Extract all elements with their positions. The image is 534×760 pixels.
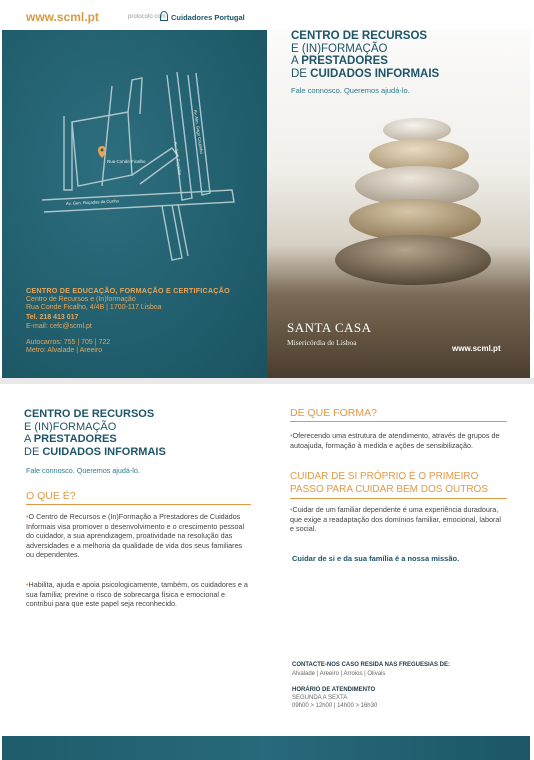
map-street-label: Av. Gen. Roçadas (173, 141, 183, 176)
hours-title (292, 687, 375, 693)
bullet-icon: • (290, 505, 293, 514)
section-title-o-que-e: O QUE É? (26, 490, 76, 502)
contact-areas: Alvalade | Areeiro | Arroios | Olivais (292, 671, 386, 677)
hours-times: 09h00 > 12h00 | 14h00 > 16h30 (292, 703, 378, 709)
cuidar-paragraph (290, 505, 505, 534)
inside-tagline: Fale connosco. Queremos ajudá-lo. (26, 466, 140, 475)
brochure-cover (2, 2, 530, 378)
address-email[interactable]: E-mail: cefc@scml.pt (26, 323, 92, 330)
santa-casa-logo: SANTA CASA (287, 320, 372, 335)
address-metro: Metro: Alvalade | Areeiro (26, 347, 103, 354)
inside-title-line: CENTRO DE RECURSOS (24, 408, 155, 420)
inside-title-part: CUIDADOS INFORMAIS (42, 445, 166, 458)
cuidar-text: Cuidar de um familiar dependente é uma experiência duradoura, que exige a readaptação dos domínios familiar, emocional, laboral e social. (290, 505, 501, 533)
cuidadores-portugal-logo (160, 11, 245, 22)
map-street-label: Av. Alm. Gago Coutinho (193, 109, 205, 155)
cover-top-bar (2, 2, 530, 30)
cover-title-part: CUIDADOS INFORMAIS (310, 67, 440, 80)
map-street-label: Av. Gen. Roçadas da Cunha (65, 198, 119, 206)
inside-title-line: E (IN)FORMAÇÃO (24, 420, 117, 433)
section-title-cuidar-line: PASSO PARA CUIDAR BEM DOS OUTROS (290, 484, 488, 495)
inside-title-line (24, 433, 166, 446)
partner-logo-text: Cuidadores Portugal (171, 13, 245, 22)
website-link-top[interactable]: www.scml.pt (26, 10, 99, 24)
o-que-e-paragraph-1 (26, 512, 248, 560)
cover-tagline: Fale connosco. Queremos ajudá-lo. (291, 86, 410, 95)
website-link-bottom[interactable]: www.scml.pt (452, 344, 501, 353)
cover-title-line: E (IN)FORMAÇÃO (291, 42, 388, 55)
cover-title-line: CENTRO DE RECURSOS (291, 30, 428, 42)
inside-title-part: A (24, 433, 34, 445)
brochure-inside (2, 384, 530, 760)
map-panel (2, 30, 267, 378)
de-que-forma-paragraph (290, 431, 505, 450)
cover-title-part: DE (291, 67, 311, 80)
inside-title-part: DE (24, 445, 43, 458)
section-title-cuidar-line: CUIDAR DE SI PRÓPRIO É O PRIMEIRO (290, 471, 479, 482)
de-que-forma-text: Oferecendo uma estrutura de atendimento, através de grupos de autoajuda, formação à medida e ações de sensibilização. (290, 431, 500, 450)
contact-title (292, 662, 450, 668)
address-tel[interactable]: Tel. 218 413 017 (26, 314, 79, 321)
address-street: Rua Conde Ficalho, 4/4B | 1700-117 Lisboa (26, 304, 162, 311)
o-que-e-text-1: O Centro de Recursos e (In)Formação a Prestadores de Cuidados Informais visa promover o desenvolvimento e o crescimento pessoal do cuidador, a sua aprendizagem, proatividade na resolução das adversidades e a melhoria da qualidade de vida dos seus familiares ou dependentes. (26, 512, 245, 559)
partner-logo-icon (160, 11, 168, 21)
address-bus: Autocarros: 755 | 705 | 722 (26, 339, 111, 346)
o-que-e-text-2: Habilita, ajuda e apoia psicologicamente, também, os cuidadores e a sua família; previne o risco de sobrecarga física e emocional e contribui para que este papel seja reconhecido. (26, 580, 248, 608)
section-divider (290, 498, 507, 499)
o-que-e-paragraph-2 (26, 580, 248, 609)
section-divider (26, 504, 251, 505)
section-title-de-que-forma: DE QUE FORMA? (290, 407, 377, 419)
cover-title-part: PRESTADORES (301, 55, 388, 67)
santa-casa-subtitle: Misericórdia de Lisboa (287, 338, 357, 347)
bullet-icon: • (26, 580, 29, 589)
hours-days: SEGUNDA A SEXTA (292, 695, 348, 701)
cover-title-part: A (291, 55, 302, 67)
mission-statement: Cuidar de si e da sua família é a nossa missão. (292, 554, 460, 563)
contact-title-text: CONTACTE-NOS CASO RESIDA NAS FREGUESIAS DE: (292, 662, 451, 668)
inside-title-line (24, 446, 166, 459)
hours-title-text: HORÁRIO DE ATENDIMENTO (292, 687, 376, 693)
protocol-label: protocolo com (128, 14, 166, 20)
address-org: CENTRO DE EDUCAÇÃO, FORMAÇÃO E CERTIFICAÇÃO (26, 286, 230, 295)
hero-photo-panel (267, 30, 530, 378)
inside-title-part: PRESTADORES (33, 433, 117, 445)
footer-band (2, 736, 530, 760)
section-divider (290, 421, 507, 422)
bullet-icon: • (290, 431, 293, 440)
map-pin-label: Rua Conde Ficalho (107, 159, 146, 164)
bullet-icon: • (26, 512, 29, 521)
address-unit: Centro de Recursos e (In)formação (26, 296, 136, 303)
section-title-cuidar (290, 470, 488, 496)
inside-title (24, 408, 166, 458)
